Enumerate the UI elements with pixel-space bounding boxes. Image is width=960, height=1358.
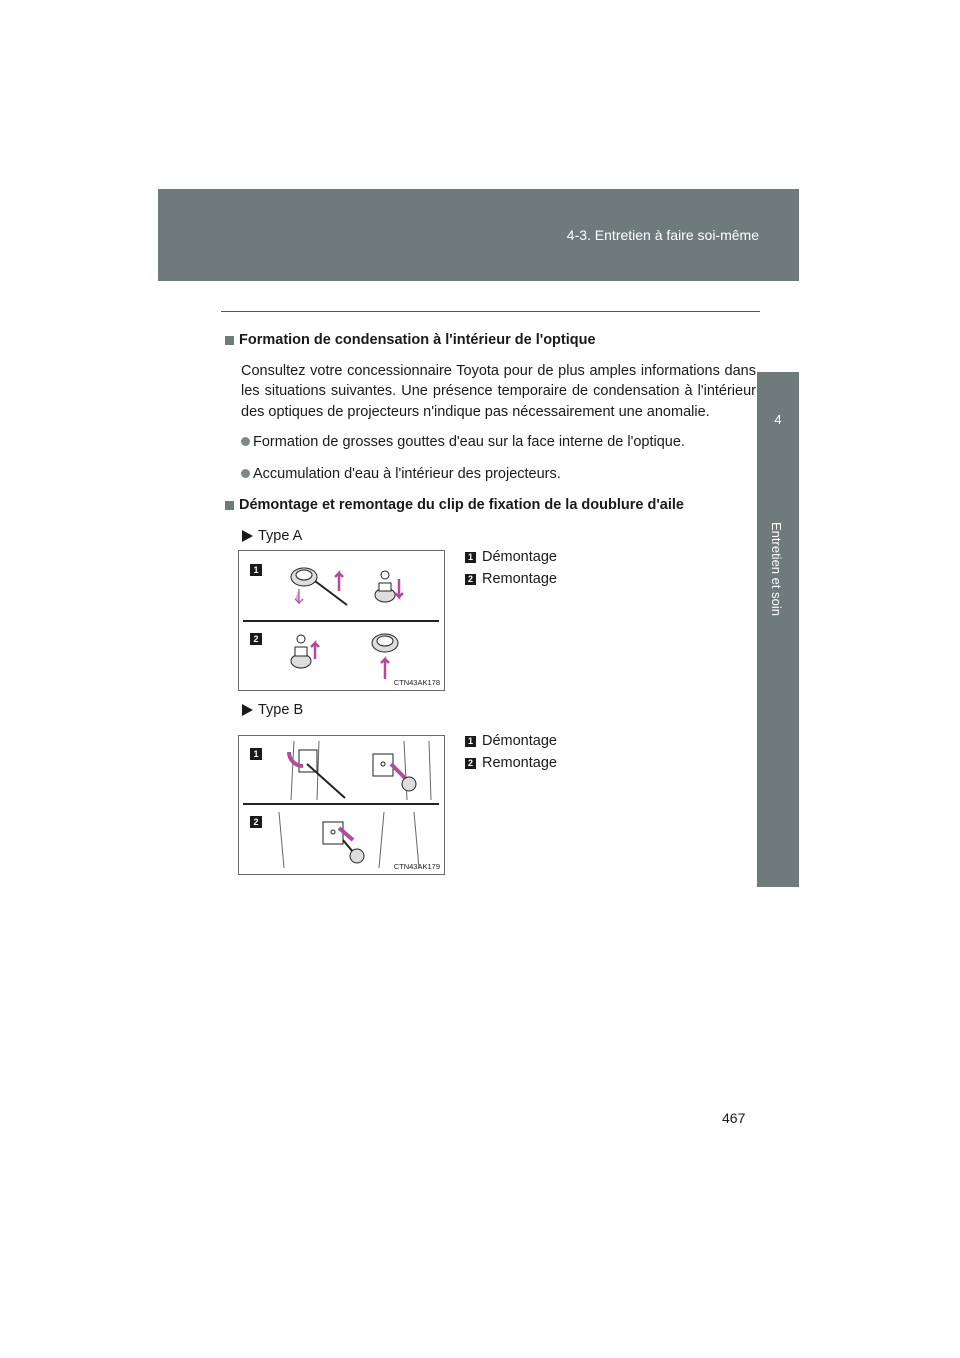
list-item: Formation de grosses gouttes d'eau sur la face interne de l'optique. (241, 432, 756, 453)
step-badge: 2 (465, 574, 476, 585)
triangle-pointer-icon (242, 530, 253, 542)
legend-item: 2 Remontage (465, 571, 557, 587)
type-b-block (224, 700, 756, 731)
list-item: Accumulation d'eau à l'intérieur des projecteurs. (241, 464, 756, 485)
step-badge: 2 (250, 633, 262, 645)
legend-type-b (465, 733, 557, 777)
clip-type-b-illustration (239, 736, 444, 874)
chapter-number: 4 (774, 412, 782, 427)
legend-item: 2 Remontage (465, 755, 557, 771)
step-badge: 1 (250, 748, 262, 760)
square-bullet-icon (225, 501, 234, 510)
section-title: 4-3. Entretien à faire soi-même (566, 227, 759, 243)
figure-type-a (238, 550, 445, 691)
legend-item: 1 Démontage (465, 733, 557, 749)
clip-type-a-illustration (239, 551, 444, 690)
step-badge: 1 (250, 564, 262, 576)
triangle-pointer-icon (242, 704, 253, 716)
top-rule (221, 311, 760, 312)
header-band (158, 189, 799, 281)
heading-condensation: Formation de condensation à l'intérieur de l'optique (224, 330, 756, 351)
step-badge: 2 (250, 816, 262, 828)
page-number: 467 (722, 1110, 746, 1126)
step-badge: 2 (465, 758, 476, 769)
legend-type-a (465, 549, 557, 593)
figure-type-b (238, 735, 445, 875)
circle-bullet-icon (241, 469, 250, 478)
legend-item: 1 Démontage (465, 549, 557, 565)
circle-bullet-icon (241, 437, 250, 446)
type-b-label: Type B (242, 700, 756, 721)
square-bullet-icon (225, 336, 234, 345)
chapter-label: Entretien et soin (769, 522, 784, 616)
step-badge: 1 (465, 552, 476, 563)
heading-clip: Démontage et remontage du clip de fixation de la doublure d'aile (224, 495, 756, 516)
step-badge: 1 (465, 736, 476, 747)
figure-code: CTN43AK178 (393, 678, 440, 687)
type-a-label: Type A (242, 526, 756, 547)
paragraph-condensation: Consultez votre concessionnaire Toyota pour de plus amples informations dans les situations suivantes. Une présence temporaire de condensation à l'intérieur des optiques de projecteurs n'indique pas nécessairement une anomalie. (241, 362, 756, 420)
main-content (224, 330, 756, 556)
figure-code: CTN43AK179 (393, 862, 440, 871)
chapter-tab (757, 372, 799, 887)
